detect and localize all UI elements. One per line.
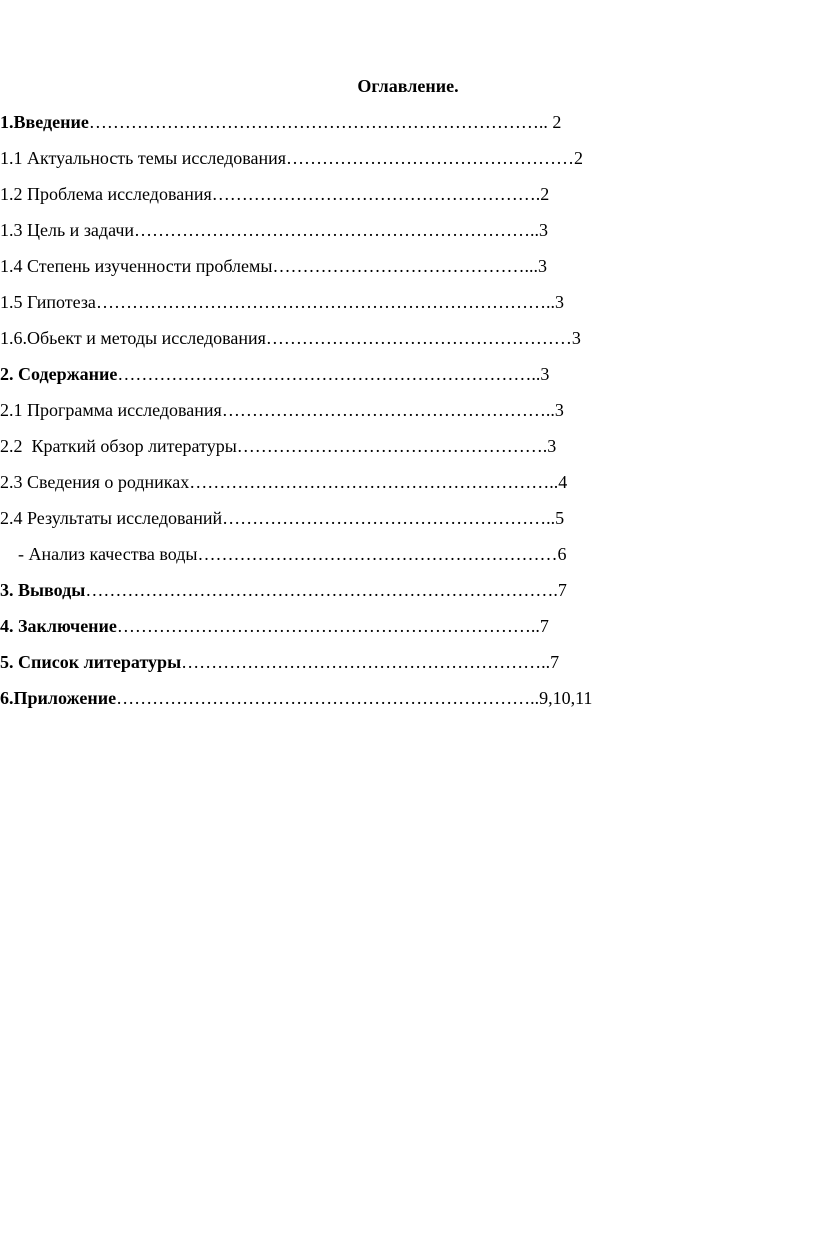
toc-entry-leader: …………………………………………………………………..	[95, 292, 555, 312]
toc-entry-label: 1.4 Степень изученности проблемы	[0, 256, 273, 276]
toc-entry-relevance	[0, 146, 583, 170]
toc-entry-page: .7	[553, 580, 567, 600]
toc-entry-object-methods	[0, 326, 581, 350]
toc-entry-label: - Анализ качества воды	[0, 544, 198, 564]
toc-entry-label: 1.3 Цель и задачи	[0, 220, 135, 240]
toc-entry-conclusions	[0, 578, 567, 602]
toc-entry-literature-review	[0, 434, 556, 458]
toc-entry-leader: ……………………………………………………………..	[116, 616, 540, 636]
toc-entry-label: 5. Список литературы	[0, 652, 182, 672]
toc-entry-label: 3. Выводы	[0, 580, 86, 600]
toc-entry-label: 2.3 Сведения о родниках	[0, 472, 190, 492]
toc-entry-leader: ……………………………………………………..	[181, 652, 551, 672]
toc-entry-page: 3	[554, 292, 564, 312]
toc-entry-summary	[0, 614, 549, 638]
toc-entry-leader: ……………………………………………………	[197, 544, 558, 564]
toc-entry-leader: ………………………………………………..	[221, 400, 555, 420]
toc-entry-page: 4	[558, 472, 568, 492]
toc-entry-water-quality	[0, 542, 566, 566]
toc-entry-label: 2.1 Программа исследования	[0, 400, 222, 420]
toc-entry-page: 6	[557, 544, 567, 564]
toc-entry-page: 5	[555, 508, 565, 528]
toc-entry-leader: ……………………………………………	[265, 328, 572, 348]
toc-entry-page: 3	[539, 220, 549, 240]
toc-entry-problem	[0, 182, 549, 206]
toc-entry-leader: …………………………………………….	[236, 436, 548, 456]
toc-entry-label: 2.4 Результаты исследований	[0, 508, 223, 528]
toc-entry-leader: …………………………………………………………………..	[88, 112, 548, 132]
toc-entry-results	[0, 506, 564, 530]
toc-entry-references	[0, 650, 559, 674]
toc-entry-appendix	[0, 686, 592, 710]
toc-entry-introduction	[0, 110, 561, 134]
toc-entry-label: 1.2 Проблема исследования	[0, 184, 212, 204]
toc-entry-springs	[0, 470, 567, 494]
toc-entry-leader: …………………………………………	[286, 148, 575, 168]
toc-entry-study-degree	[0, 254, 547, 278]
toc-entry-goals	[0, 218, 548, 242]
toc-entry-label: 1.Введение	[0, 112, 89, 132]
toc-entry-leader: ……………………………………………………..	[189, 472, 559, 492]
toc-entry-program	[0, 398, 564, 422]
toc-entry-page: 2	[574, 148, 584, 168]
toc-entry-page: 3	[538, 256, 547, 276]
toc-entry-content	[0, 362, 549, 386]
toc-entry-label: 6.Приложение	[0, 688, 117, 708]
toc-entry-page: 3	[540, 364, 550, 384]
toc-entry-label: 2. Содержание	[0, 364, 118, 384]
toc-entry-page: 7	[539, 616, 549, 636]
toc-entry-leader: ……………………………………………………………..	[116, 688, 540, 708]
toc-entry-page: 9,10,11	[539, 688, 593, 708]
toc-entry-label: 1.5 Гипотеза	[0, 292, 96, 312]
toc-entry-leader: …………………………………………………………..	[134, 220, 540, 240]
toc-entry-leader: ……………………………………………………………………	[85, 580, 554, 600]
toc-entry-hypothesis	[0, 290, 564, 314]
toc-entry-page: 3	[554, 400, 564, 420]
toc-entry-page: 2	[540, 184, 550, 204]
toc-entry-page: 2	[547, 112, 562, 132]
toc-entry-leader: ……………………………………...	[272, 256, 538, 276]
toc-entry-leader: ……………………………………………….	[211, 184, 541, 204]
toc-entry-leader: ……………………………………………………………..	[117, 364, 541, 384]
toc-entry-label: 1.1 Актуальность темы исследования	[0, 148, 287, 168]
toc-entry-leader: ………………………………………………..	[222, 508, 556, 528]
toc-entry-page: 3	[547, 436, 557, 456]
toc-entry-label: 2.2 Краткий обзор литературы	[0, 436, 237, 456]
toc-title: Оглавление.	[357, 76, 459, 96]
toc-entry-page: 3	[571, 328, 581, 348]
toc-entry-page: 7	[550, 652, 560, 672]
toc-entry-label: 1.6.Обьект и методы исследования	[0, 328, 266, 348]
toc-entry-label: 4. Заключение	[0, 616, 117, 636]
